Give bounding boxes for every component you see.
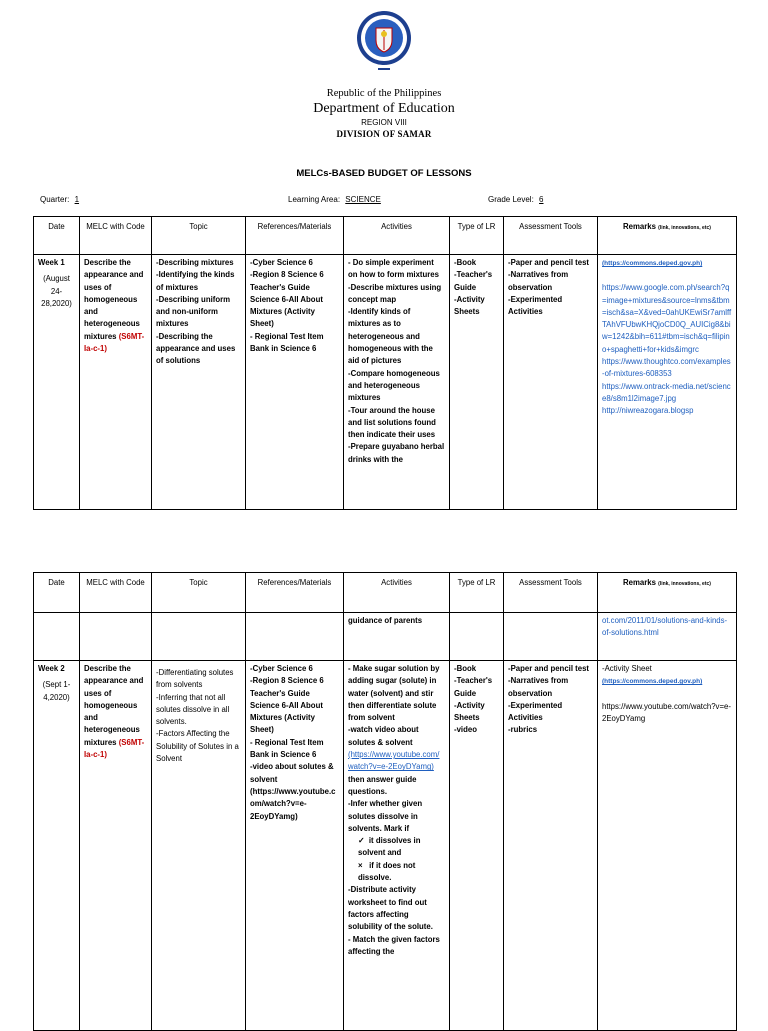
col-references: References/Materials — [246, 573, 344, 613]
empty-cell — [80, 613, 152, 661]
col-type-of-lr: Type of LR — [450, 573, 504, 613]
references-cell: -Cyber Science 6 -Region 8 Science 6 Teacher's Guide Science 6-All About Mixtures (Activity Sheet) - Regional Test Item Bank in Science 6 — [246, 255, 344, 510]
lesson-budget-table-1 — [33, 216, 737, 510]
activity-text: -Distribute activity worksheet to find out factors affecting solubility of the solute. - Match the given factors affecting the — [348, 885, 440, 956]
grade-level-label: Grade Level: — [488, 195, 534, 204]
week-label: Week 2 — [38, 664, 65, 673]
grade-level-value: 6 — [539, 195, 544, 204]
youtube-remarks-link[interactable]: https://www.youtube.com/watch?v=e-2EoyDYamg — [602, 701, 731, 723]
activities-cell — [344, 661, 450, 1031]
table-row — [34, 255, 737, 510]
header-row — [34, 217, 737, 255]
week-label: Week 1 — [38, 258, 65, 267]
check-text: it dissolves in solvent and — [358, 836, 421, 858]
week-cell — [34, 255, 80, 510]
quarter-field — [40, 195, 82, 204]
learning-area-label: Learning Area: — [288, 195, 341, 204]
deped-commons-link[interactable]: (https://commons.deped.gov.ph) — [602, 678, 703, 686]
col-melc: MELC with Code — [80, 573, 152, 613]
table-row — [34, 613, 737, 661]
col-topic: Topic — [152, 217, 246, 255]
region-heading: REGION VIII — [361, 118, 407, 127]
check-mark-icon: ✓ — [358, 836, 365, 846]
col-activities: Activities — [344, 217, 450, 255]
empty-cell — [504, 613, 598, 661]
remarks-cell[interactable]: ot.com/2011/01/solutions-and-kinds-of-solutions.html — [598, 613, 737, 661]
col-type-of-lr: Type of LR — [450, 217, 504, 255]
remarks-heading: Remarks — [623, 222, 656, 231]
activities-cell: - Do simple experiment on how to form mixtures -Describe mixtures using concept map -Identify kinds of mixtures as to heterogeneous and homogeneous with the aid of pictures -Compare homogeneous and heterogeneous mixtures -Tour around the house and list solutions found then indicate their uses -Prepare guyabano herbal drinks with the — [344, 255, 450, 510]
reference-links[interactable]: https://www.google.com.ph/search?q=image+mixtures&source=lnms&tbm=isch&sa=X&ved=0ahUKEwiSr7amlffTAhVFUbwKHQjoCD0Q_AUICig8&biw=1242&bih=611#tbm=isch&q=filipino+spaghetti+for+kids&imgrc https://www.thoughtco.com/examples-of-mixtures-608353 https://www.ontrack-media.net/science8/s8m1l2image7.jpg http://niwreazogara.blogsp — [602, 283, 732, 416]
division-heading: DIVISION OF SAMAR — [336, 129, 432, 139]
deped-seal-icon — [356, 8, 412, 86]
col-activities: Activities — [344, 573, 450, 613]
deped-commons-link[interactable]: (https://commons.deped.gov.ph) — [602, 260, 703, 267]
melc-text: Describe the appearance and uses of homogeneous and heterogeneous mixtures — [84, 664, 144, 747]
assessment-cell: -Paper and pencil test -Narratives from observation -Experimented Activities -rubrics — [504, 661, 598, 1031]
lesson-budget-table-2 — [33, 572, 737, 1031]
col-assessment: Assessment Tools — [504, 573, 598, 613]
topic-cell: -Differentiating solutes from solvents -Inferring that not all solutes dissolve in all solvents. -Factors Affecting the Solubility of Solutes in a Solvent — [152, 661, 246, 1031]
activity-text: - Make sugar solution by adding sugar (solute) in water (solvent) and stir then differentiate solute from solvent -watch video about solutes & solvent — [348, 664, 440, 747]
header-row — [34, 573, 737, 613]
col-date: Date — [34, 573, 80, 613]
week-dates: (Sept 1-4,2020) — [42, 680, 71, 702]
remarks-cell — [598, 661, 737, 1031]
activity-text: -Infer whether given solutes dissolve in solvents. Mark if — [348, 799, 423, 833]
remarks-subheading: (link, innovations, etc) — [658, 581, 711, 587]
col-remarks — [598, 217, 737, 255]
type-of-lr-cell: -Book -Teacher's Guide -Activity Sheets -video — [450, 661, 504, 1031]
empty-cell — [246, 613, 344, 661]
week-dates: (August 24-28,2020) — [41, 274, 72, 308]
remarks-subheading: (link, innovations, etc) — [658, 225, 711, 231]
assessment-cell: -Paper and pencil test -Narratives from observation -Experimented Activities — [504, 255, 598, 510]
activities-cell: guidance of parents — [344, 613, 450, 661]
x-mark-icon: × — [358, 860, 363, 870]
remarks-heading: Remarks — [623, 578, 656, 587]
type-of-lr-cell: -Book -Teacher's Guide -Activity Sheets — [450, 255, 504, 510]
x-text: if it does not dissolve. — [358, 860, 416, 883]
empty-cell — [34, 613, 80, 661]
week-cell — [34, 661, 80, 1031]
document-title: MELCs-BASED BUDGET OF LESSONS — [296, 168, 472, 179]
table-row — [34, 661, 737, 1031]
grade-level-field — [488, 195, 547, 204]
activity-sheet-text: -Activity Sheet — [602, 664, 652, 673]
col-date: Date — [34, 217, 80, 255]
col-remarks — [598, 573, 737, 613]
melc-code: (S6MT-Ia-c-1) — [84, 737, 145, 760]
learning-area-field — [288, 195, 384, 204]
col-melc: MELC with Code — [80, 217, 152, 255]
topic-cell: -Describing mixtures -Identifying the kinds of mixtures -Describing uniform and non-uniform mixtures -Describing the appearance and uses of solutions — [152, 255, 246, 510]
melc-cell — [80, 255, 152, 510]
republic-heading: Republic of the Philippines — [326, 88, 442, 99]
check-item — [348, 835, 445, 860]
department-heading: Department of Education — [313, 101, 455, 116]
quarter-value: 1 — [74, 195, 80, 204]
youtube-link[interactable]: (https://www.youtube.com/watch?v=e-2EoyDYamg) — [348, 750, 440, 772]
melc-code: (S6MT-Ia-c-1) — [84, 331, 145, 354]
col-assessment: Assessment Tools — [504, 217, 598, 255]
activity-text: then answer guide questions. — [348, 774, 417, 796]
col-topic: Topic — [152, 573, 246, 613]
empty-cell — [152, 613, 246, 661]
quarter-label: Quarter: — [40, 195, 70, 204]
empty-cell — [450, 613, 504, 661]
learning-area-value: SCIENCE — [345, 195, 381, 204]
remarks-cell — [598, 255, 737, 510]
melc-text: Describe the appearance and uses of homogeneous and heterogeneous mixtures — [84, 258, 144, 341]
melc-cell — [80, 661, 152, 1031]
references-cell: -Cyber Science 6 -Region 8 Science 6 Teacher's Guide Science 6-All About Mixtures (Activity Sheet) - Regional Test Item Bank in Science 6 -video about solutes & solvent (https://www.youtube.com/watch?v=e-2EoyDYamg) — [246, 661, 344, 1031]
x-item — [348, 860, 445, 885]
col-references: References/Materials — [246, 217, 344, 255]
